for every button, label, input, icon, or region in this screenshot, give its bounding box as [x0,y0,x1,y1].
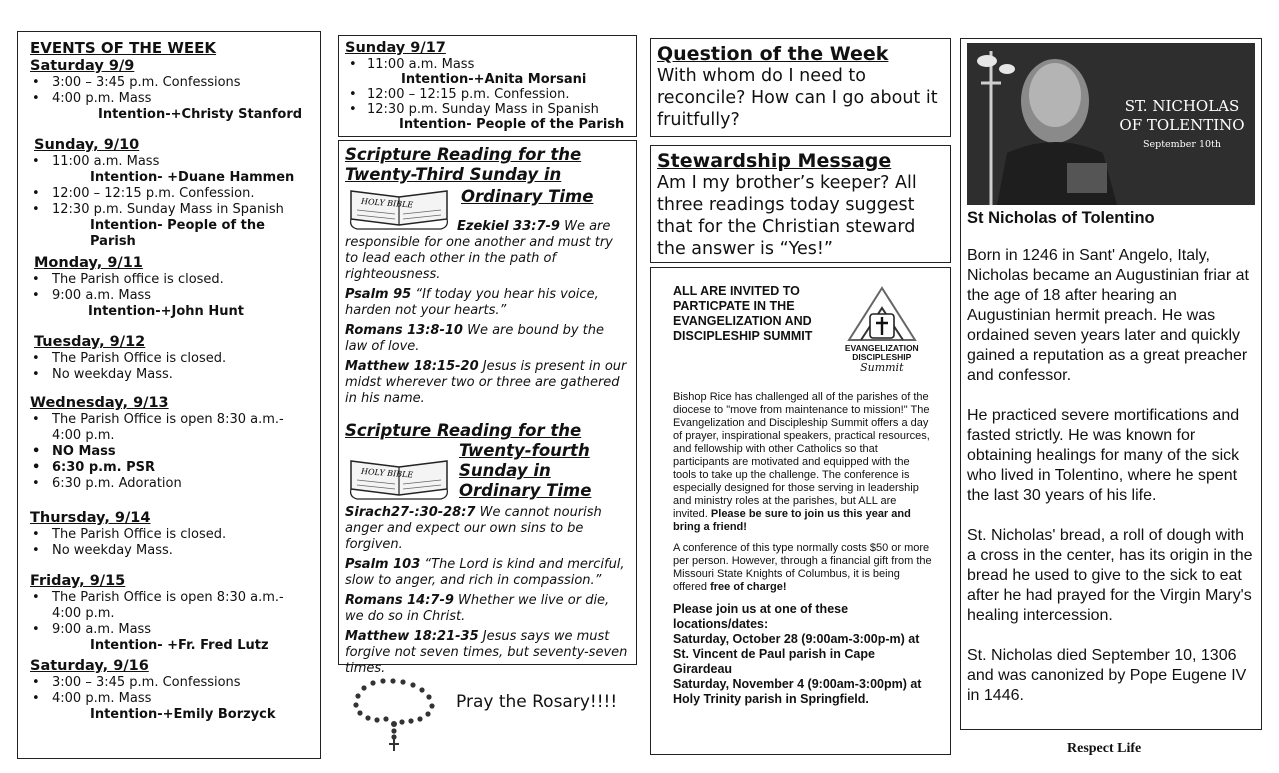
saint-paragraph: St. Nicholas' bread, a roll of dough with a cross in the center, has its origin in the bread he used to give to the sick to eat after he had prayed for the Virgin Mary's healing intercession. [967,527,1253,624]
rosary-text: Pray the Rosary!!!! [456,692,618,712]
stewardship-panel [650,145,951,263]
day-heading: Tuesday, 9/12 [34,334,146,350]
event-item: • 12:00 – 12:15 p.m. Confession. [30,186,310,202]
reading-ref: Matthew 18:21-35 [345,629,479,644]
saint-panel [960,38,1262,730]
banner-saint-name: OF TOLENTINO [1119,116,1245,134]
mass-intention: Intention-+Christy Stanford [98,107,303,122]
day-heading: Wednesday, 9/13 [30,395,169,411]
day-section [30,658,310,723]
reading-ref: Psalm 95 [345,287,412,302]
saint-title: St Nicholas of Tolentino [967,209,1155,227]
reading-text: Jesus is present in our midst wherever two or three are gathered in his name. [345,359,627,406]
svg-text:HOLY BIBLE: HOLY BIBLE [360,196,414,210]
rosary-icon [348,676,440,752]
day-section [30,510,310,559]
summit-location: Saturday, November 4 (9:00am-3:00pm) at Holy Trinity parish in Springfield. [673,677,922,706]
reading-ref: Sirach27-:30-28:7 [345,505,476,520]
event-item: • 12:30 p.m. Sunday Mass in Spanish [30,202,310,218]
event-item: • The Parish office is closed. [30,272,310,288]
event-item: • No weekday Mass. [30,543,310,559]
summit-location: Saturday, October 28 (9:00am-3:00p-m) at St. Vincent de Paul parish in Cape Girardeau [673,632,920,676]
event-item: • 11:00 a.m. Mass [345,57,630,72]
day-heading: Sunday 9/17 [345,40,446,56]
reading-ref: Romans 13:8-10 [345,323,463,338]
events-title: EVENTS OF THE WEEK [30,39,217,57]
reading-text: “If today you hear his voice, harden not your hearts.” [345,287,599,318]
summit-heading: ALL ARE INVITED TO PARTICPATE IN THE EVANGELIZATION AND DISCIPLESHIP SUMMIT [673,284,813,343]
saint-paragraph: St. Nicholas died September 10, 1306 and was canonized by Pope Eugene IV in 1446. [967,647,1247,704]
scripture-title: Ordinary Time [459,481,592,500]
event-item: • 3:00 – 3:45 p.m. Confessions [30,75,310,91]
day-section [30,395,310,492]
question-panel [650,38,951,137]
reading-text: We are bound by the law of love. [345,323,604,354]
event-item: • No weekday Mass. [30,367,310,383]
reading-text: “The Lord is kind and merciful, slow to anger, and rich in compassion.” [345,557,625,588]
event-item: • 11:00 a.m. Mass [30,154,310,170]
saint-banner-image [967,43,1255,205]
reading-ref: Matthew 18:15-20 [345,359,479,374]
banner-saint-name: ST. NICHOLAS [1124,97,1240,115]
summit-logo [832,284,932,373]
scripture-title: Scripture Reading for the [345,421,582,440]
day-heading: Sunday, 9/10 [34,137,140,153]
event-item: • The Parish Office is closed. [30,351,310,367]
banner-date: September 10th [1143,139,1221,150]
summit-cross-logo-icon [841,284,923,342]
reading-text: Whether we live or die, we do so in Christ. [345,593,610,624]
sunday-917-panel [338,35,637,137]
day-heading: Saturday, 9/16 [30,658,149,674]
summit-logo-line: EVANGELIZATION [844,343,919,353]
summit-text: A conference of this type normally costs $50 or more per person. However, through a financial gift from the Missouri State Knights of Columbus, it is being offered [673,542,932,593]
question-body: With whom do I need to reconcile? How can I go about it fruitfully? [657,66,938,130]
summit-panel [650,267,951,755]
summit-locations-heading: Please join us at one of these locations/dates: [673,602,849,631]
event-item: • 6:30 p.m. PSR [30,460,310,476]
svg-text:HOLY BIBLE: HOLY BIBLE [360,466,414,480]
scripture-title: Scripture Reading for the [345,145,582,164]
day-heading: Friday, 9/15 [30,573,126,589]
event-item: • 4:00 p.m. Mass [30,691,310,707]
stewardship-title: Stewardship Message [657,150,892,172]
summit-logo-line: Summit [860,361,904,374]
mass-intention: Intention- People of the Parish [90,218,265,249]
mass-intention: Intention- +Duane Hammen [90,170,295,185]
mass-intention: Intention-+Anita Morsani [401,72,587,87]
reading-ref: Romans 14:7-9 [345,593,454,608]
saint-paragraph: Born in 1246 in Sant' Angelo, Italy, Nicholas became an Augustinian friar at the age of 18 after hearing an Augustinian hermit preach. He was ordained seven years later and quickly gained a reputation as a great preacher and confessor. [967,247,1249,384]
scripture-panel [338,140,637,676]
scripture-title: Ordinary Time [461,187,594,206]
stewardship-body: Am I my brother’s keeper? All three readings today suggest that for the Christian steward the answer is “Yes!” [657,173,917,259]
scripture-title: Twenty-fourth [459,441,590,460]
bible-icon [347,453,451,501]
summit-text-bold: free of charge! [710,581,787,593]
day-section [30,255,310,320]
event-item: • NO Mass [30,444,310,460]
scripture-title: Twenty-Third Sunday in [345,165,562,184]
reading-ref: Psalm 103 [345,557,421,572]
event-item: • 3:00 – 3:45 p.m. Confessions [30,675,310,691]
mass-intention: Intention- +Fr. Fred Lutz [90,638,269,653]
mass-intention: Intention-+John Hunt [88,304,244,319]
footer-respect-life: Respect Life [1067,741,1142,756]
saint-paragraph: He practiced severe mortifications and fasted strictly. He was known for obtaining healings for many of the sick who lived in Tolentino, where he spent the last 30 years of his life. [967,407,1240,504]
event-item: • 4:00 p.m. Mass [30,91,310,107]
events-panel [17,31,321,759]
day-section [30,573,310,654]
day-heading: Monday, 9/11 [34,255,143,271]
day-heading: Saturday 9/9 [30,58,135,74]
mass-intention: Intention- People of the Parish [399,117,625,132]
day-heading: Thursday, 9/14 [30,510,151,526]
event-item: • 6:30 p.m. Adoration [30,476,310,492]
mass-intention: Intention-+Emily Borzyck [90,707,276,722]
summit-text-bold: Please be sure to join us this year and bring a friend! [673,508,911,533]
event-item: • 12:30 p.m. Sunday Mass in Spanish [345,102,630,117]
event-item: • 9:00 a.m. Mass [30,288,310,304]
reading-text: We cannot nourish anger and expect our own sins to be forgiven. [345,505,602,552]
day-section [30,137,310,250]
day-section [30,334,310,383]
reading-ref: Ezekiel 33:7-9 [457,219,560,234]
day-section [30,58,310,123]
scripture-title: Sunday in [459,461,551,480]
question-title: Question of the Week [657,43,889,65]
event-item: • The Parish Office is open 8:30 a.m.- 4:00 p.m. [30,412,310,444]
reading-text: We are responsible for one another and must try to lead each other in the path of righteousness. [345,219,613,282]
event-item: • 12:00 – 12:15 p.m. Confession. [345,87,630,102]
event-item: • 9:00 a.m. Mass [30,622,310,638]
bible-icon [347,183,451,231]
summit-logo-line: DISCIPLESHIP [852,352,912,362]
reading-text: Jesus says we must forgive not seven times, but seventy-seven times. [345,629,628,676]
summit-text: Bishop Rice has challenged all of the parishes of the diocese to "move from maintenance to mission!" The Evangelization and Discipleship Summit offers a day of prayer, inspirational speakers, practical resources, and fellowship with other Catholics so that participants are motivated and equipped with the tools to take up the challenge. The conference is especially designed for those serving in leadership and ministry roles at the parishes, but ALL are invited. [673,391,930,520]
event-item: • The Parish Office is open 8:30 a.m.- 4:00 p.m. [30,590,310,622]
event-item: • The Parish Office is closed. [30,527,310,543]
